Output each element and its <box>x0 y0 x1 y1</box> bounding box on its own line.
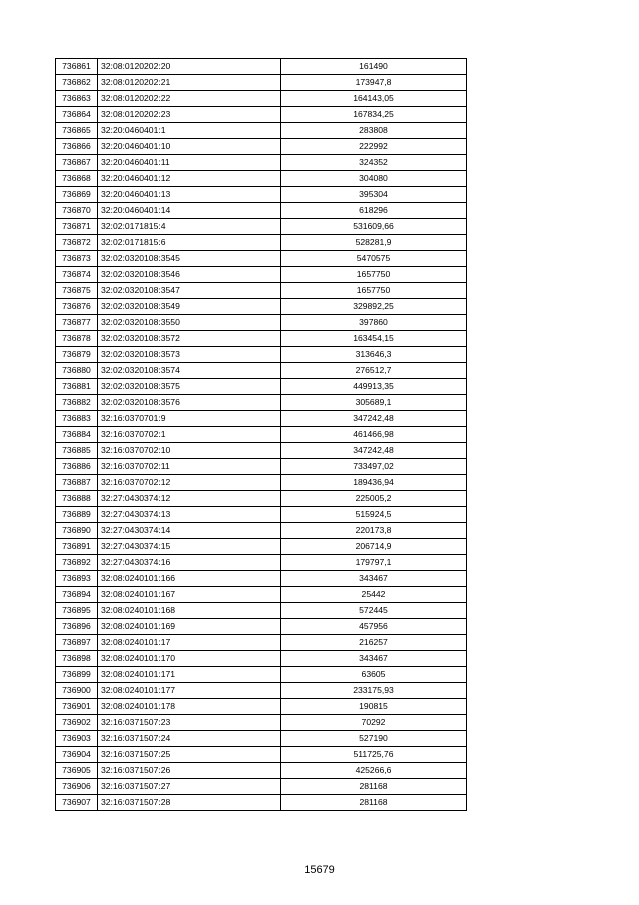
value-cell: 1657750 <box>281 267 467 283</box>
cadastral-number-cell: 32:02:0320108:3572 <box>98 331 281 347</box>
cadastral-number-cell: 32:16:0371507:25 <box>98 747 281 763</box>
cadastral-number-cell: 32:08:0120202:23 <box>98 107 281 123</box>
value-cell: 461466,98 <box>281 427 467 443</box>
row-id-cell: 736883 <box>56 411 98 427</box>
value-cell: 173947,8 <box>281 75 467 91</box>
cadastral-number-cell: 32:27:0430374:16 <box>98 555 281 571</box>
table-row <box>56 555 467 571</box>
value-cell: 276512,7 <box>281 363 467 379</box>
row-id-cell: 736878 <box>56 331 98 347</box>
cadastral-number-cell: 32:08:0240101:17 <box>98 635 281 651</box>
table-row <box>56 203 467 219</box>
cadastral-number-cell: 32:02:0320108:3575 <box>98 379 281 395</box>
table-row <box>56 251 467 267</box>
row-id-cell: 736864 <box>56 107 98 123</box>
table-row <box>56 731 467 747</box>
value-cell: 343467 <box>281 571 467 587</box>
row-id-cell: 736869 <box>56 187 98 203</box>
row-id-cell: 736877 <box>56 315 98 331</box>
row-id-cell: 736867 <box>56 155 98 171</box>
value-cell: 528281,9 <box>281 235 467 251</box>
table-row <box>56 363 467 379</box>
cadastral-number-cell: 32:02:0320108:3574 <box>98 363 281 379</box>
row-id-cell: 736888 <box>56 491 98 507</box>
table-row <box>56 171 467 187</box>
cadastral-number-cell: 32:16:0371507:26 <box>98 763 281 779</box>
value-cell: 449913,35 <box>281 379 467 395</box>
row-id-cell: 736892 <box>56 555 98 571</box>
table-row <box>56 107 467 123</box>
table-row <box>56 619 467 635</box>
row-id-cell: 736896 <box>56 619 98 635</box>
table-row <box>56 443 467 459</box>
value-cell: 618296 <box>281 203 467 219</box>
row-id-cell: 736861 <box>56 59 98 75</box>
table-row <box>56 123 467 139</box>
row-id-cell: 736879 <box>56 347 98 363</box>
cadastral-number-cell: 32:08:0240101:167 <box>98 587 281 603</box>
row-id-cell: 736895 <box>56 603 98 619</box>
cadastral-number-cell: 32:20:0460401:12 <box>98 171 281 187</box>
table-row <box>56 715 467 731</box>
table-row <box>56 75 467 91</box>
table-row <box>56 283 467 299</box>
cadastral-number-cell: 32:02:0320108:3545 <box>98 251 281 267</box>
value-cell: 179797,1 <box>281 555 467 571</box>
cadastral-number-cell: 32:08:0240101:177 <box>98 683 281 699</box>
table-row <box>56 267 467 283</box>
table-row <box>56 651 467 667</box>
cadastral-number-cell: 32:27:0430374:12 <box>98 491 281 507</box>
cadastral-number-cell: 32:08:0120202:20 <box>98 59 281 75</box>
value-cell: 343467 <box>281 651 467 667</box>
cadastral-number-cell: 32:16:0370702:10 <box>98 443 281 459</box>
cadastral-number-cell: 32:02:0320108:3546 <box>98 267 281 283</box>
cadastral-number-cell: 32:16:0371507:28 <box>98 795 281 811</box>
value-cell: 233175,93 <box>281 683 467 699</box>
value-cell: 733497,02 <box>281 459 467 475</box>
row-id-cell: 736875 <box>56 283 98 299</box>
table-row <box>56 779 467 795</box>
row-id-cell: 736907 <box>56 795 98 811</box>
value-cell: 167834,25 <box>281 107 467 123</box>
cadastral-number-cell: 32:20:0460401:11 <box>98 155 281 171</box>
table-row <box>56 155 467 171</box>
cadastral-number-cell: 32:20:0460401:14 <box>98 203 281 219</box>
table-row <box>56 331 467 347</box>
row-id-cell: 736891 <box>56 539 98 555</box>
row-id-cell: 736890 <box>56 523 98 539</box>
row-id-cell: 736862 <box>56 75 98 91</box>
value-cell: 324352 <box>281 155 467 171</box>
row-id-cell: 736903 <box>56 731 98 747</box>
cadastral-number-cell: 32:16:0370702:1 <box>98 427 281 443</box>
row-id-cell: 736868 <box>56 171 98 187</box>
row-id-cell: 736865 <box>56 123 98 139</box>
row-id-cell: 736874 <box>56 267 98 283</box>
row-id-cell: 736873 <box>56 251 98 267</box>
table-row <box>56 395 467 411</box>
cadastral-number-cell: 32:02:0320108:3576 <box>98 395 281 411</box>
row-id-cell: 736882 <box>56 395 98 411</box>
table-row <box>56 299 467 315</box>
cadastral-number-cell: 32:08:0120202:22 <box>98 91 281 107</box>
table-row <box>56 427 467 443</box>
value-cell: 225005,2 <box>281 491 467 507</box>
table-row <box>56 187 467 203</box>
table-row <box>56 491 467 507</box>
cadastral-number-cell: 32:02:0320108:3573 <box>98 347 281 363</box>
row-id-cell: 736870 <box>56 203 98 219</box>
value-cell: 511725,76 <box>281 747 467 763</box>
value-cell: 220173,8 <box>281 523 467 539</box>
value-cell: 313646,3 <box>281 347 467 363</box>
cadastral-number-cell: 32:20:0460401:13 <box>98 187 281 203</box>
row-id-cell: 736906 <box>56 779 98 795</box>
row-id-cell: 736887 <box>56 475 98 491</box>
value-cell: 206714,9 <box>281 539 467 555</box>
cadastral-number-cell: 32:16:0371507:27 <box>98 779 281 795</box>
row-id-cell: 736898 <box>56 651 98 667</box>
table-row <box>56 411 467 427</box>
row-id-cell: 736905 <box>56 763 98 779</box>
table-row <box>56 523 467 539</box>
cadastral-number-cell: 32:08:0240101:166 <box>98 571 281 587</box>
table-row <box>56 539 467 555</box>
table-row <box>56 507 467 523</box>
table-row <box>56 59 467 75</box>
table-row <box>56 763 467 779</box>
cadastral-number-cell: 32:08:0240101:168 <box>98 603 281 619</box>
cadastral-number-cell: 32:02:0320108:3547 <box>98 283 281 299</box>
cadastral-number-cell: 32:02:0171815:4 <box>98 219 281 235</box>
cadastral-number-cell: 32:02:0320108:3549 <box>98 299 281 315</box>
value-cell: 164143,05 <box>281 91 467 107</box>
row-id-cell: 736876 <box>56 299 98 315</box>
table-row <box>56 603 467 619</box>
cadastral-number-cell: 32:08:0120202:21 <box>98 75 281 91</box>
cadastral-number-cell: 32:08:0240101:170 <box>98 651 281 667</box>
table-row <box>56 475 467 491</box>
value-cell: 161490 <box>281 59 467 75</box>
row-id-cell: 736880 <box>56 363 98 379</box>
value-cell: 531609,66 <box>281 219 467 235</box>
table-row <box>56 91 467 107</box>
row-id-cell: 736881 <box>56 379 98 395</box>
value-cell: 515924,5 <box>281 507 467 523</box>
value-cell: 347242,48 <box>281 411 467 427</box>
row-id-cell: 736889 <box>56 507 98 523</box>
row-id-cell: 736897 <box>56 635 98 651</box>
table-row <box>56 699 467 715</box>
table-row <box>56 667 467 683</box>
table-row <box>56 315 467 331</box>
table-row <box>56 587 467 603</box>
value-cell: 222992 <box>281 139 467 155</box>
value-cell: 305689,1 <box>281 395 467 411</box>
row-id-cell: 736899 <box>56 667 98 683</box>
cadastral-number-cell: 32:16:0371507:23 <box>98 715 281 731</box>
data-table <box>55 58 467 811</box>
cadastral-number-cell: 32:08:0240101:178 <box>98 699 281 715</box>
row-id-cell: 736900 <box>56 683 98 699</box>
value-cell: 25442 <box>281 587 467 603</box>
value-cell: 527190 <box>281 731 467 747</box>
row-id-cell: 736872 <box>56 235 98 251</box>
cadastral-number-cell: 32:20:0460401:1 <box>98 123 281 139</box>
cadastral-number-cell: 32:20:0460401:10 <box>98 139 281 155</box>
row-id-cell: 736886 <box>56 459 98 475</box>
value-cell: 457956 <box>281 619 467 635</box>
value-cell: 190815 <box>281 699 467 715</box>
table-body <box>56 59 467 811</box>
row-id-cell: 736863 <box>56 91 98 107</box>
value-cell: 70292 <box>281 715 467 731</box>
cadastral-number-cell: 32:16:0371507:24 <box>98 731 281 747</box>
table-row <box>56 635 467 651</box>
row-id-cell: 736893 <box>56 571 98 587</box>
value-cell: 572445 <box>281 603 467 619</box>
table-row <box>56 139 467 155</box>
cadastral-number-cell: 32:08:0240101:171 <box>98 667 281 683</box>
value-cell: 163454,15 <box>281 331 467 347</box>
value-cell: 329892,25 <box>281 299 467 315</box>
value-cell: 425266,6 <box>281 763 467 779</box>
value-cell: 189436,94 <box>281 475 467 491</box>
table-row <box>56 571 467 587</box>
value-cell: 63605 <box>281 667 467 683</box>
table-row <box>56 235 467 251</box>
value-cell: 347242,48 <box>281 443 467 459</box>
cadastral-number-cell: 32:27:0430374:14 <box>98 523 281 539</box>
value-cell: 5470575 <box>281 251 467 267</box>
row-id-cell: 736894 <box>56 587 98 603</box>
table-row <box>56 459 467 475</box>
table-row <box>56 379 467 395</box>
value-cell: 283808 <box>281 123 467 139</box>
table-row <box>56 747 467 763</box>
table-row <box>56 795 467 811</box>
value-cell: 397860 <box>281 315 467 331</box>
cadastral-number-cell: 32:08:0240101:169 <box>98 619 281 635</box>
table-row <box>56 683 467 699</box>
cadastral-number-cell: 32:16:0370702:12 <box>98 475 281 491</box>
cadastral-number-cell: 32:02:0171815:6 <box>98 235 281 251</box>
row-id-cell: 736866 <box>56 139 98 155</box>
row-id-cell: 736902 <box>56 715 98 731</box>
cadastral-number-cell: 32:27:0430374:15 <box>98 539 281 555</box>
page-number: 15679 <box>304 864 335 876</box>
value-cell: 281168 <box>281 779 467 795</box>
cadastral-number-cell: 32:02:0320108:3550 <box>98 315 281 331</box>
value-cell: 216257 <box>281 635 467 651</box>
cadastral-number-cell: 32:27:0430374:13 <box>98 507 281 523</box>
value-cell: 281168 <box>281 795 467 811</box>
row-id-cell: 736884 <box>56 427 98 443</box>
value-cell: 1657750 <box>281 283 467 299</box>
row-id-cell: 736901 <box>56 699 98 715</box>
row-id-cell: 736904 <box>56 747 98 763</box>
row-id-cell: 736871 <box>56 219 98 235</box>
cadastral-number-cell: 32:16:0370702:11 <box>98 459 281 475</box>
table-row <box>56 347 467 363</box>
table-row <box>56 219 467 235</box>
value-cell: 304080 <box>281 171 467 187</box>
value-cell: 395304 <box>281 187 467 203</box>
cadastral-number-cell: 32:16:0370701:9 <box>98 411 281 427</box>
row-id-cell: 736885 <box>56 443 98 459</box>
